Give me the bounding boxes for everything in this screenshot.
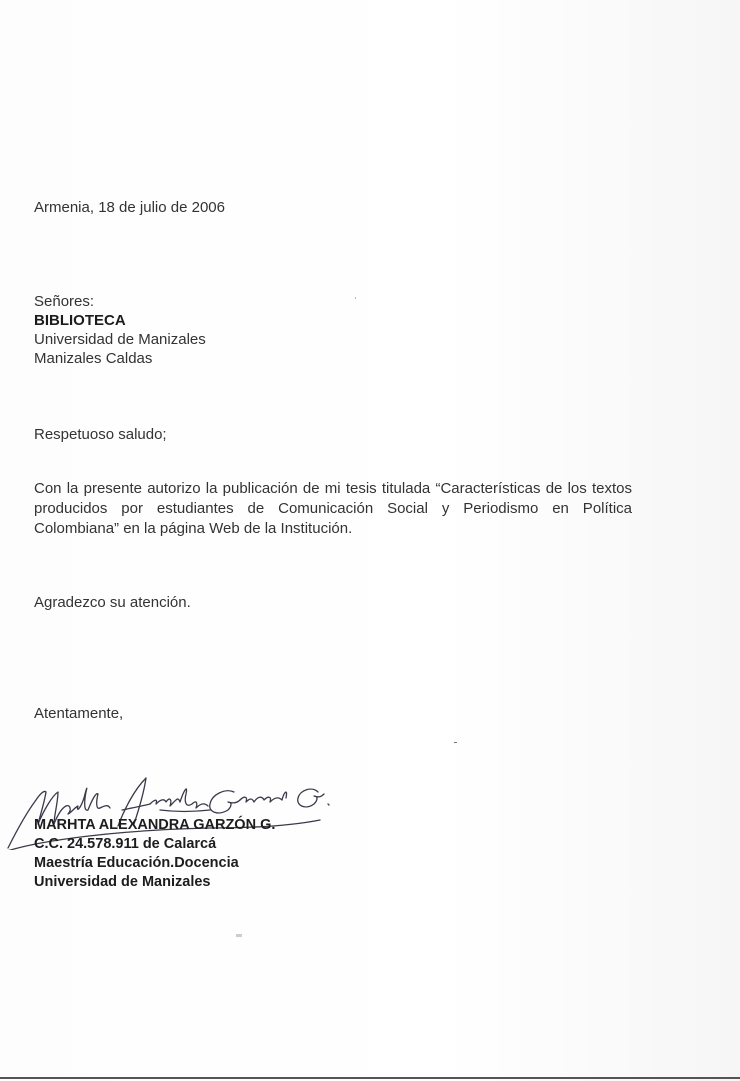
letter-body: Con la presente autorizo la publicación de mi tesis titulada “Características de los textos producidos por estudiantes de Comunicación Social y Periodismo en Política Colombiana” en la página Web de la Institución.	[34, 480, 632, 537]
greeting: Respetuoso saludo;	[34, 426, 167, 443]
thanks-line: Agradezco su atención.	[34, 594, 191, 611]
scan-speck	[236, 934, 242, 937]
signer-university: Universidad de Manizales	[34, 874, 211, 890]
recipient-name: BIBLIOTECA	[34, 312, 126, 329]
signer-id: C.C. 24.578.911 de Calarcá	[34, 836, 217, 852]
page-bottom-edge	[0, 1077, 740, 1079]
scan-speck	[355, 297, 356, 299]
signer-program: Maestría Educación.Docencia	[34, 855, 239, 871]
closing-line: Atentamente,	[34, 705, 124, 722]
scan-speck	[454, 742, 457, 743]
recipient-salutation: Señores:	[34, 293, 95, 310]
recipient-city: Manizales Caldas	[34, 350, 153, 367]
date-line: Armenia, 18 de julio de 2006	[34, 199, 225, 216]
signer-name: MARHTA ALEXANDRA GARZÓN G.	[34, 817, 276, 833]
recipient-institution: Universidad de Manizales	[34, 331, 206, 348]
